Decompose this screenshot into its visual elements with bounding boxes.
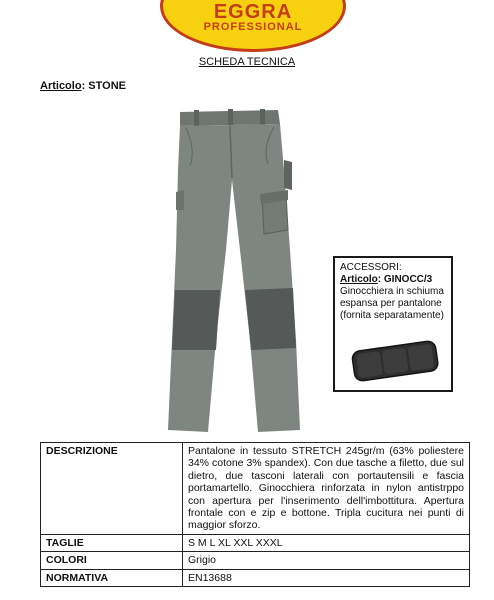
article-line	[40, 80, 126, 92]
table-row	[41, 534, 470, 551]
article-value: : STONE	[81, 80, 126, 92]
spec-value: Pantalone in tessuto STRETCH 245gr/m (63% poliestere 34% cotone 3% spandex). Con due tasche a filetto, due sul dietro, due tasconi laterali con portautensili e fascia portamartello. Ginocchiera rinforzata in nylon antistrppo con apertura per l'inserimento dell'imbottitura. Apertura frontale con e zip e bottone. Tripla cucitura nei punti di maggior sforzo.	[183, 443, 470, 535]
document-title: SCHEDA TECNICA	[198, 56, 296, 68]
table-row	[41, 443, 470, 535]
spec-value: S M L XL XXL XXXL	[183, 534, 470, 551]
spec-key: COLORI	[41, 552, 183, 569]
logo-brand-text: EGGRA	[213, 1, 293, 23]
kneepad-image	[347, 336, 443, 384]
spec-table	[40, 442, 470, 587]
accessories-heading: ACCESSORI:	[340, 262, 402, 273]
accessories-description: Ginocchiera in schiuma espansa per pantalone (fornita separatamente)	[340, 286, 444, 321]
spec-key: NORMATIVA	[41, 569, 183, 586]
article-label: Articolo	[40, 80, 82, 92]
brand-logo	[160, 0, 346, 52]
logo-subtitle: PROFESSIONAL	[203, 21, 303, 33]
accessories-box	[333, 256, 453, 392]
pants-image	[150, 100, 310, 435]
table-row	[41, 569, 470, 586]
accessories-article	[340, 274, 446, 286]
accessories-article-value: : GINOCC/3	[377, 274, 433, 285]
spec-value: EN13688	[183, 569, 470, 586]
spec-key: DESCRIZIONE	[41, 443, 183, 535]
table-row	[41, 552, 470, 569]
spec-key: TAGLIE	[41, 534, 183, 551]
spec-value: Grigio	[183, 552, 470, 569]
accessories-article-label: Articolo	[340, 274, 378, 285]
